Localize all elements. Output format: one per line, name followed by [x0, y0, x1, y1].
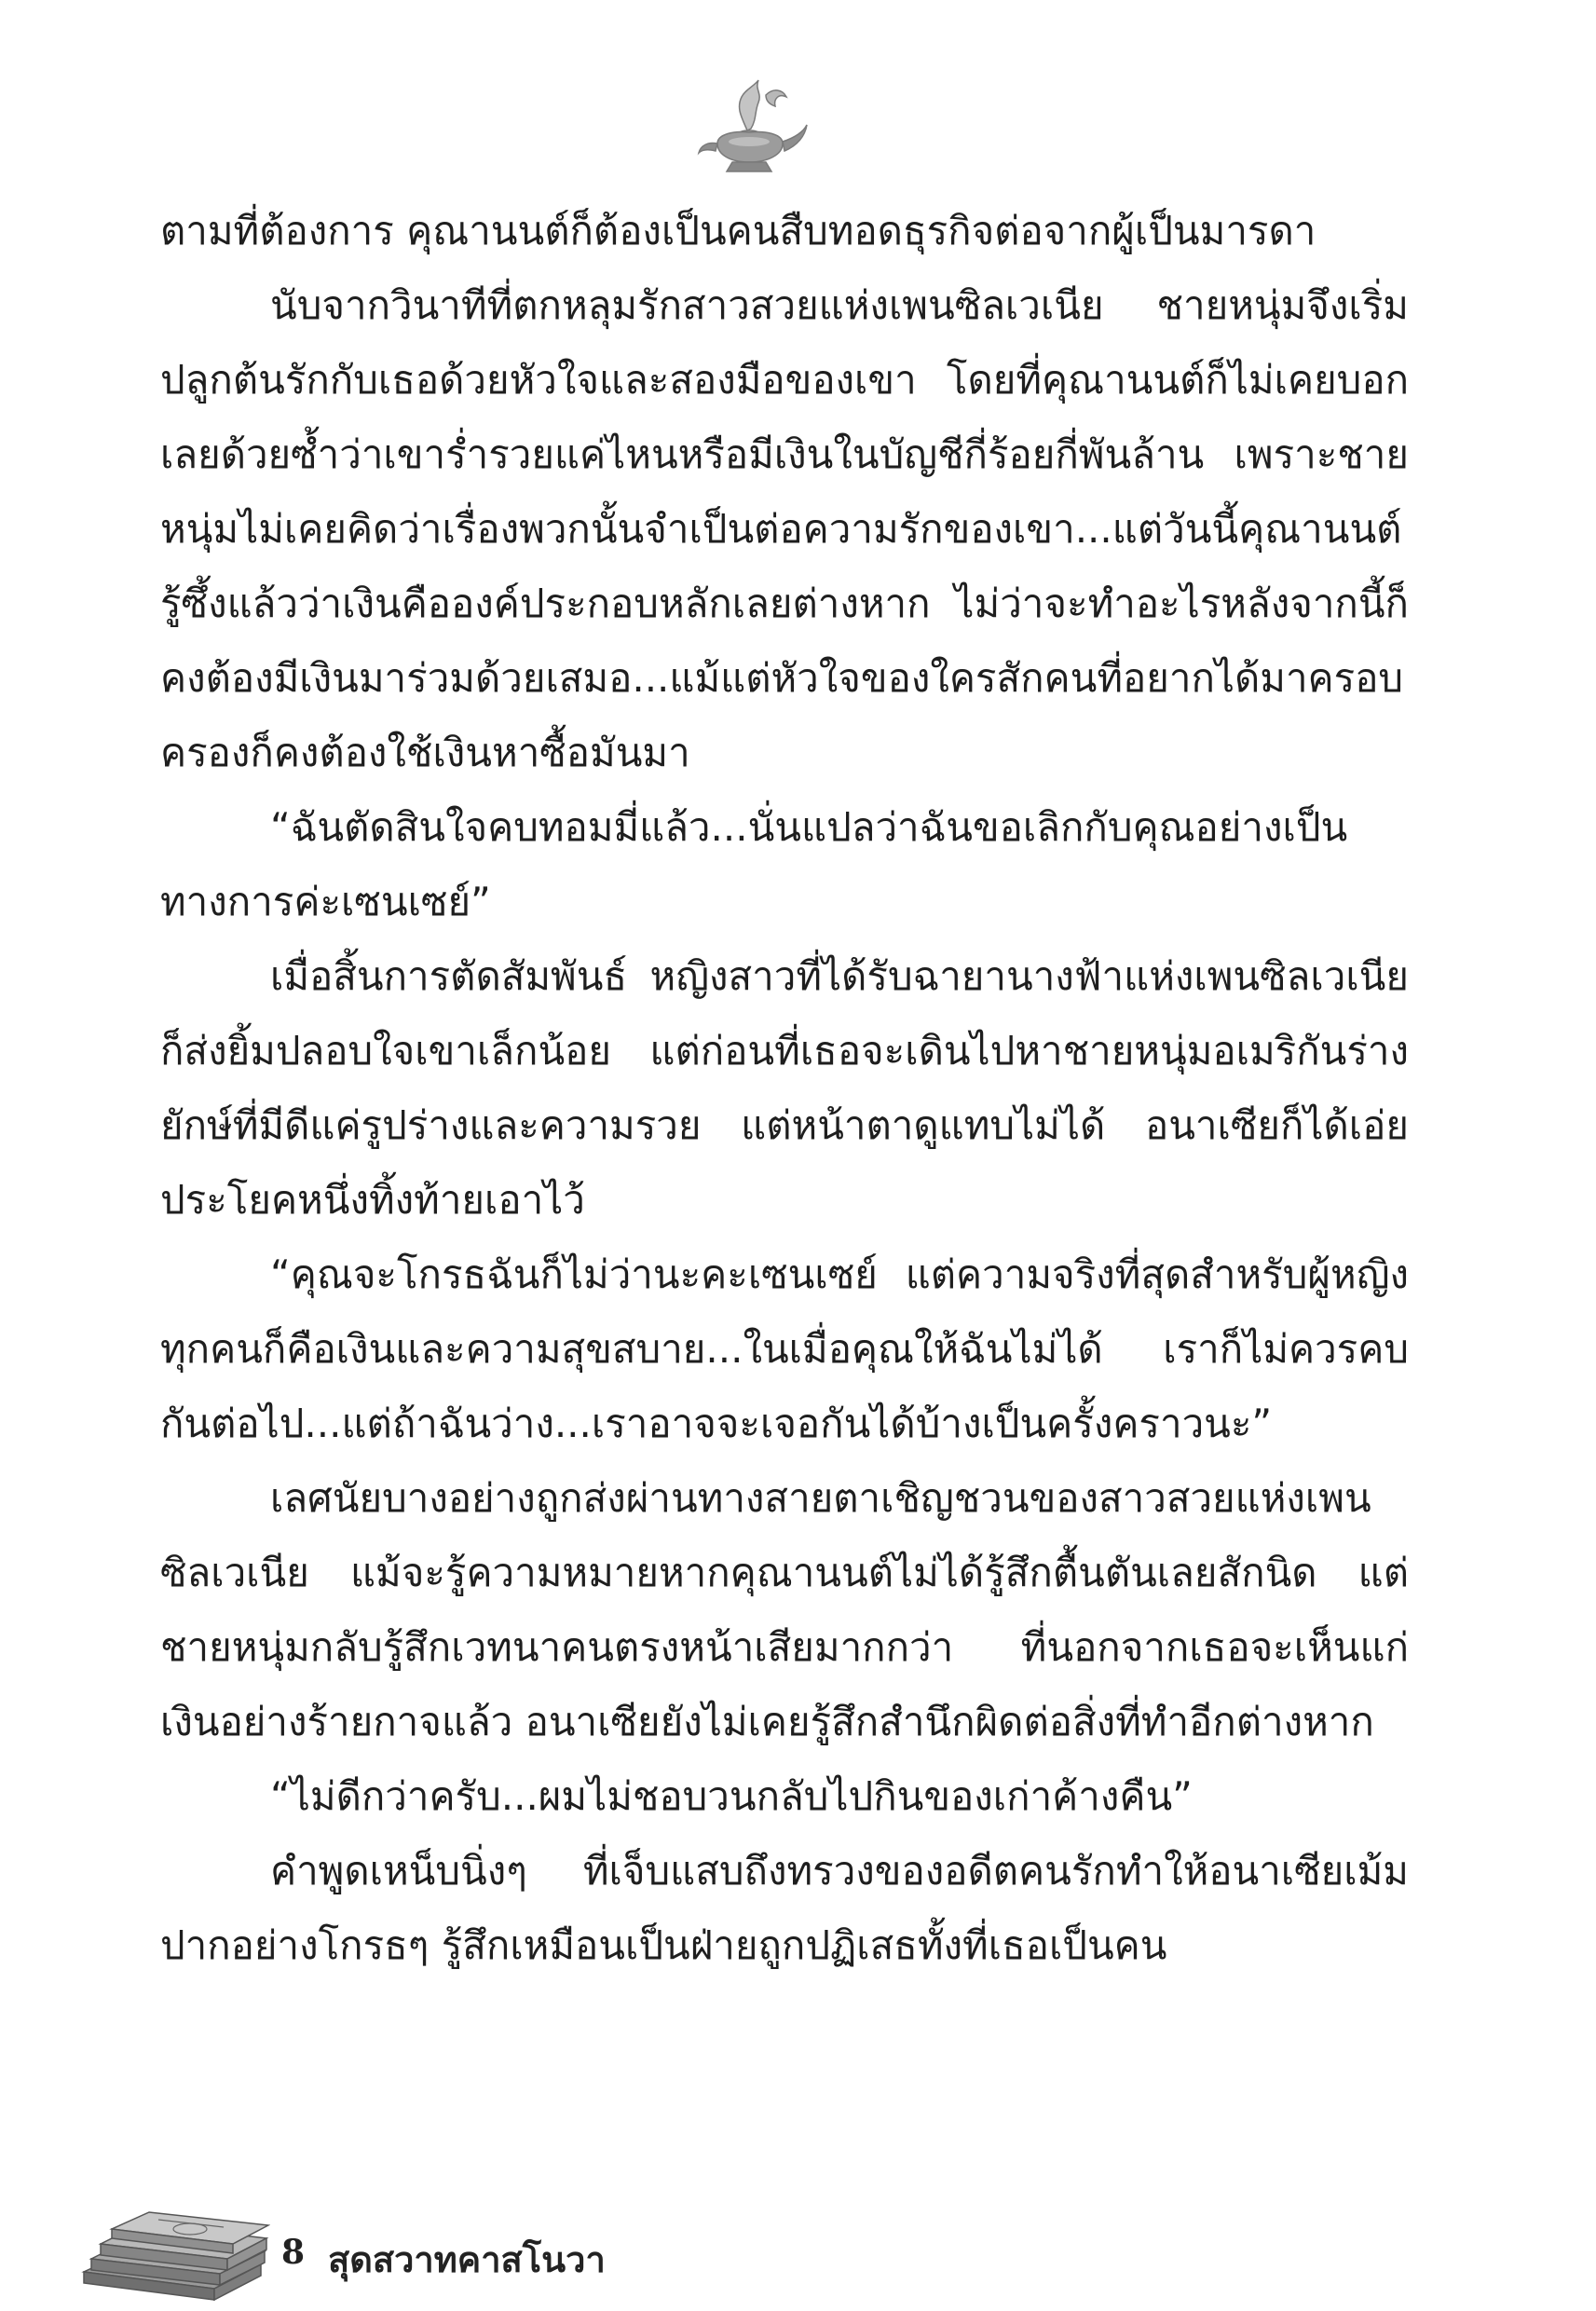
- paragraph: “ฉันตัดสินใจคบทอมมี่แล้ว...นั่นแปลว่าฉันขอเลิกกับคุณอย่างเป็นทางการค่ะเซนเซย์”: [160, 804, 1348, 924]
- money-stack-icon: [75, 2207, 270, 2304]
- paragraph: เมื่อสิ้นการตัดสัมพันธ์ หญิงสาวที่ได้รับฉายานางฟ้าแห่งเพนซิลเวเนียก็ส่งยิ้มปลอบใจเขาเล็กน้อย แต่ก่อนที่เธอจะเดินไปหาชายหนุ่มอเมริกันร่างยักษ์ที่มีดีแค่รูปร่างและความรวย แต่หน้าตาดูแทบไม่ได้ อนาเซียก็ได้เอ่ยประโยคหนึ่งทิ้งท้ายเอาไว้: [160, 953, 1409, 1223]
- page-number: 8: [281, 2233, 306, 2272]
- magic-lamp-icon: [689, 76, 811, 179]
- book-title: สุดสวาทคาสโนวา: [328, 2239, 606, 2280]
- body-text: [160, 194, 1409, 1983]
- paragraph: เลศนัยบางอย่างถูกส่งผ่านทางสายตาเชิญชวนของสาวสวยแห่งเพนซิลเวเนีย แม้จะรู้ความหมายหากคุณานนต์ไม่ได้รู้สึกตื้นตันเลยสักนิด แต่ชายหนุ่มกลับรู้สึกเวทนาคนตรงหน้าเสียมากกว่า ที่นอกจากเธอจะเห็นแก่เงินอย่างร้ายกาจแล้ว อนาเซียยังไม่เคยรู้สึกสำนึกผิดต่อสิ่งที่ทำอีกต่างหาก: [160, 1475, 1409, 1744]
- paragraph: นับจากวินาทีที่ตกหลุมรักสาวสวยแห่งเพนซิลเวเนีย ชายหนุ่มจึงเริ่มปลูกต้นรักกับเธอด้วยหัวใจและสองมือของเขา โดยที่คุณานนต์ก็ไม่เคยบอกเลยด้วยซ้ำว่าเขาร่ำรวยแค่ไหนหรือมีเงินในบัญชีกี่ร้อยกี่พันล้าน เพราะชายหนุ่มไม่เคยคิดว่าเรื่องพวกนั้นจำเป็นต่อความรักของเขา...แต่วันนี้คุณานนต์รู้ซึ้งแล้วว่าเงินคือองค์ประกอบหลักเลยต่างหาก ไม่ว่าจะทำอะไรหลังจากนี้ก็คงต้องมีเงินมาร่วมด้วยเสมอ...แม้แต่หัวใจของใครสักคนที่อยากได้มาครอบครองก็คงต้องใช้เงินหาซื้อมันมา: [160, 282, 1409, 775]
- paragraph: “คุณจะโกรธฉันก็ไม่ว่านะคะเซนเซย์ แต่ความจริงที่สุดสำหรับผู้หญิงทุกคนก็คือเงินและความสุขสบาย...ในเมื่อคุณให้ฉันไม่ได้ เราก็ไม่ควรคบกันต่อไป...แต่ถ้าฉันว่าง...เราอาจจะเจอกันได้บ้างเป็นครั้งคราวนะ”: [160, 1251, 1409, 1446]
- paragraph: คำพูดเหน็บนิ่งๆ ที่เจ็บแสบถึงทรวงของอดีตคนรักทำให้อนาเซียเม้มปากอย่างโกรธๆ รู้สึกเหมือนเป็นฝ่ายถูกปฏิเสธทั้งที่เธอเป็นคน: [160, 1848, 1409, 1968]
- paragraph: ตามที่ต้องการ คุณานนต์ก็ต้องเป็นคนสืบทอดธุรกิจต่อจากผู้เป็นมารดา: [160, 208, 1316, 253]
- page-footer: [75, 2207, 820, 2309]
- paragraph: “ไม่ดีกว่าครับ...ผมไม่ชอบวนกลับไปกินของเก่าค้างคืน”: [270, 1773, 1193, 1819]
